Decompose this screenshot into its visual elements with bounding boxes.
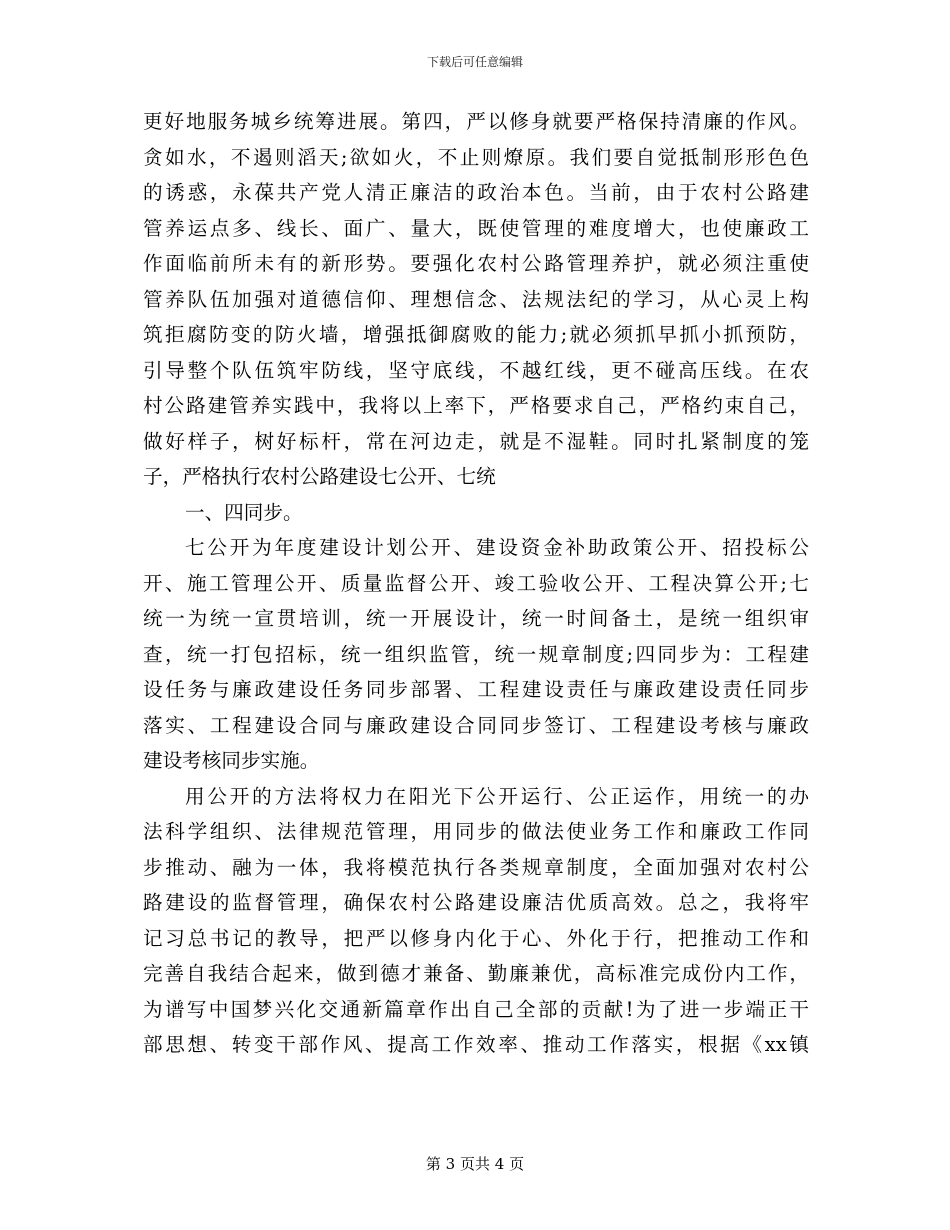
text-line: 七公开为年度建设计划公开、建设资金补助政策公开、招投标公 <box>185 536 809 559</box>
text-line: 记习总书记的教导，把严以修身内化于心、外化于行，把推动工作和 <box>143 926 809 950</box>
paragraph-4 <box>143 779 809 1063</box>
text-line: 村公路建管养实践中，我将以上率下，严格要求自己，严格约束自己， <box>143 394 809 417</box>
paragraph-2 <box>143 495 809 531</box>
paragraph-1 <box>143 104 809 495</box>
text-line: 用公开的方法将权力在阳光下公开运行、公正运作，用统一的办 <box>185 784 809 808</box>
text-line: 筑拒腐防变的防火墙，增强抵御腐败的能力;就必须抓早抓小抓预防， <box>143 323 809 346</box>
page-number: 第 3 页共 4 页 <box>425 1155 525 1173</box>
text-line: 子，严格执行农村公路建设七公开、七统 <box>143 465 496 488</box>
text-line: 的诱惑，永葆共产党人清正廉洁的政治本色。当前，由于农村公路建 <box>143 181 809 204</box>
text-line: 为谱写中国梦兴化交通新篇章作出自己全部的贡献!为了进一步端正干 <box>143 997 809 1021</box>
text-line: 管养运点多、线长、面广、量大，既使管理的难度增大，也使廉政工 <box>143 216 809 240</box>
text-line: 查，统一打包招标，统一组织监管，统一规章制度;四同步为：工程建 <box>143 642 809 666</box>
text-line: 作面临前所未有的新形势。要强化农村公路管理养护，就必须注重使 <box>143 252 809 275</box>
document-body <box>143 104 809 1063</box>
text-line: 管养队伍加强对道德信仰、理想信念、法规法纪的学习，从心灵上构 <box>143 287 809 311</box>
page-header: 下载后可任意编辑 <box>426 55 523 69</box>
text-line: 一、四同步。 <box>185 500 303 524</box>
text-line: 设任务与廉政建设任务同步部署、工程建设责任与廉政建设责任同步 <box>143 678 809 701</box>
text-line: 贪如水，不遏则滔天;欲如火，不止则燎原。我们要自觉抵制形形色色 <box>143 145 809 169</box>
text-line: 引导整个队伍筑牢防线，坚守底线，不越红线，更不碰高压线。在农 <box>143 358 809 382</box>
text-line: 更好地服务城乡统筹进展。第四，严以修身就要严格保持清廉的作风。 <box>143 110 809 133</box>
text-line: 建设考核同步实施。 <box>143 749 320 772</box>
text-line: 做好样子，树好标杆，常在河边走，就是不湿鞋。同时扎紧制度的笼 <box>143 429 809 453</box>
text-line: 部思想、转变干部作风、提高工作效率、推动工作落实，根据《xx镇 <box>143 1033 809 1056</box>
text-line: 步推动、融为一体，我将模范执行各类规章制度，全面加强对农村公 <box>143 855 809 879</box>
text-line: 路建设的监督管理，确保农村公路建设廉洁优质高效。总之，我将牢 <box>143 891 809 914</box>
text-line: 统一为统一宣贯培训，统一开展设计，统一时间备土，是统一组织审 <box>143 607 809 630</box>
paragraph-3 <box>143 530 809 779</box>
text-line: 完善自我结合起来，做到德才兼备、勤廉兼优，高标准完成份内工作， <box>143 962 809 985</box>
text-line: 落实、工程建设合同与廉政建设合同同步签订、工程建设考核与廉政 <box>143 713 809 737</box>
text-line: 法科学组织、法律规范管理，用同步的做法使业务工作和廉政工作同 <box>143 820 809 843</box>
text-line: 开、施工管理公开、质量监督公开、竣工验收公开、工程决算公开;七 <box>143 571 809 595</box>
